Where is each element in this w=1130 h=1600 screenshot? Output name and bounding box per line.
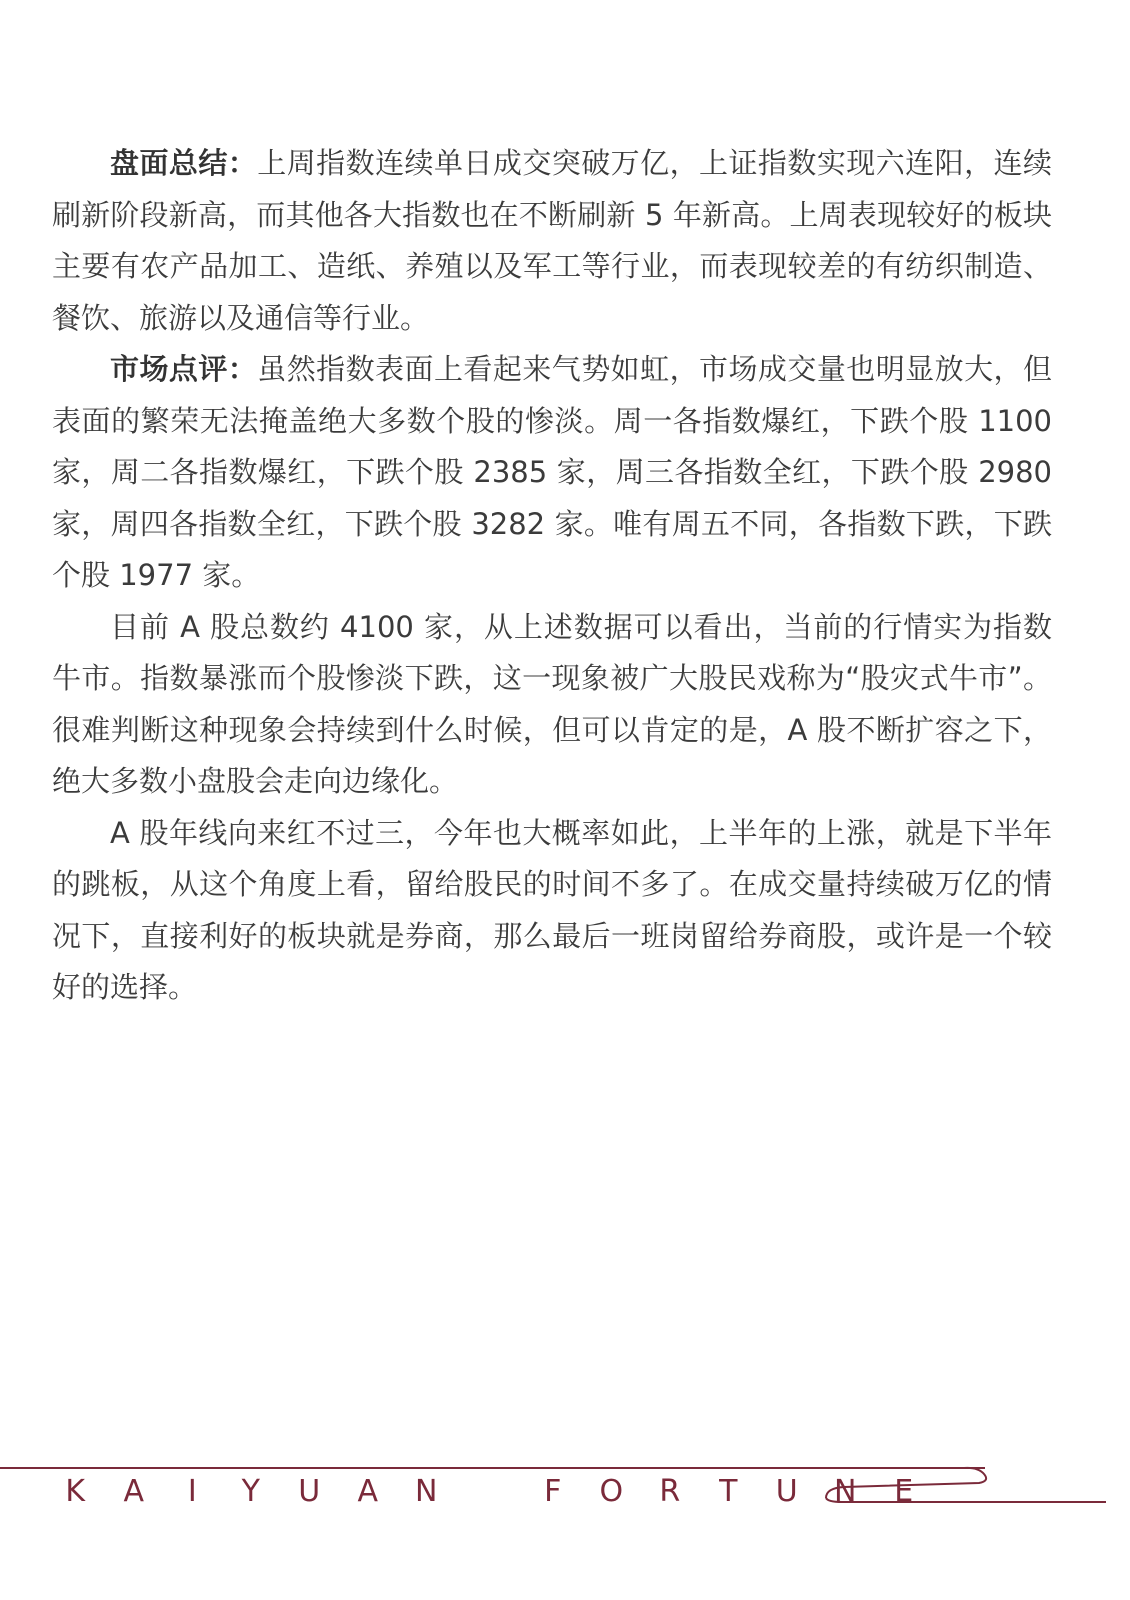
footer-brand-text: [46, 1474, 933, 1509]
paragraph-text: 目前 A 股总数约 4100 家，从上述数据可以看出，当前的行情实为指数牛市。指数暴涨而个股惨淡下跌，这一现象被广大股民戏称为“股灾式牛市”。很难判断这种现象会持续到什么时候，但可以肯定的是，A 股不断扩容之下，绝大多数小盘股会走向边缘化。: [52, 609, 1052, 798]
paragraph-index-bull: [52, 602, 1052, 808]
footer-brand-letter: N: [834, 1474, 857, 1509]
paragraph-market-commentary: [52, 344, 1052, 602]
paragraph-text: A 股年线向来红不过三，今年也大概率如此，上半年的上涨，就是下半年的跳板，从这个角度上看，留给股民的时间不多了。在成交量持续破万亿的情况下，直接利好的板块就是券商，那么最后一班岗留给券商股，或许是一个较好的选择。: [52, 815, 1052, 1004]
footer-brand-letter: U: [298, 1474, 321, 1509]
footer-brand-letter: R: [659, 1474, 681, 1509]
footer-brand-letter: N: [415, 1474, 438, 1509]
paragraph-lead: 市场点评：: [110, 352, 258, 386]
footer-brand-letter: A: [123, 1474, 145, 1509]
article-body: [52, 138, 1052, 1014]
footer-brand-letter: [456, 1474, 524, 1509]
footer-brand-letter: U: [775, 1474, 798, 1509]
footer-brand-letter: F: [544, 1474, 562, 1509]
footer-brand: [46, 1474, 933, 1509]
footer-swoosh-icon: [824, 1462, 1114, 1508]
footer-brand-letter: T: [719, 1474, 738, 1509]
paragraph-text: 虽然指数表面上看起来气势如虹，市场成交量也明显放大，但表面的繁荣无法掩盖绝大多数个股的惨淡。周一各指数爆红，下跌个股 1100 家，周二各指数爆红，下跌个股 2385 家，周三各指数全红，下跌个股 2980 家，周四各指数全红，下跌个股 3282 家。唯有周五不同，各指数下跌，下跌个股 1977 家。: [52, 352, 1052, 592]
paragraph-market-summary: [52, 138, 1052, 344]
footer-brand-letter: Y: [241, 1474, 260, 1509]
footer-brand-letter: O: [599, 1474, 624, 1509]
footer-brand-letter: E: [894, 1474, 914, 1509]
footer-brand-letter: K: [65, 1474, 86, 1509]
paragraph-text: 上周指数连续单日成交突破万亿，上证指数实现六连阳，连续刷新阶段新高，而其他各大指数也在不断刷新 5 年新高。上周表现较好的板块主要有农产品加工、造纸、养殖以及军工等行业，而表现较差的有纺织制造、餐饮、旅游以及通信等行业。: [52, 146, 1052, 335]
paragraph-outlook: [52, 808, 1052, 1014]
footer-brand-letter: A: [357, 1474, 379, 1509]
footer-brand-letter: I: [187, 1474, 197, 1509]
paragraph-lead: 盘面总结：: [110, 146, 258, 180]
